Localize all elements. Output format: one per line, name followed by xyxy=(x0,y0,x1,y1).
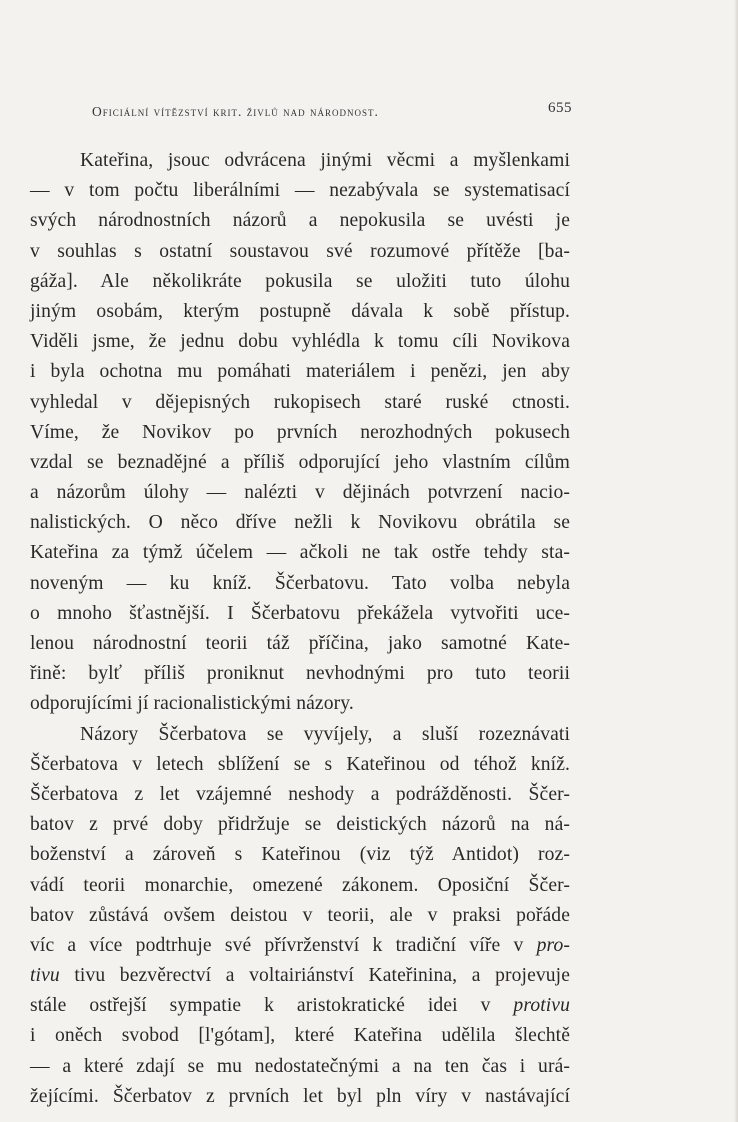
text-line-20: Názory Ščerbatova se vyvíjely, a sluší rozeznávati xyxy=(80,723,570,745)
text-line-22: Ščerbatova z let vzájemné neshody a podrážděnosti. Ščer- xyxy=(30,783,570,805)
running-header xyxy=(92,100,572,126)
text-line-28-main: tivu bezvěrectví a voltairiánství Kateřinina, a projevuje xyxy=(74,965,571,987)
text-line-24: boženství a zároveň s Kateřinou (viz týž Antidot) roz- xyxy=(30,844,570,866)
page-number: 655 xyxy=(548,100,572,116)
text-line-8: i byla ochotna mu pomáhati materiálem i penězi, jen aby xyxy=(30,361,570,383)
text-line-29-main: stále ostřejší sympatie k aristokratické idei v xyxy=(30,995,491,1017)
text-line-1: Kateřina, jsouc odvrácena jinými věcmi a myšlenkami xyxy=(80,150,570,171)
running-header-title: Oficiální vítězství krit. živlů nad národnost. xyxy=(92,104,379,119)
text-line-7: Viděli jsme, že jednu dobu vyhlédla k tomu cíli Novikova xyxy=(30,331,570,353)
text-line-14: Kateřina za týmž účelem — ačkoli ne tak ostře tehdy sta- xyxy=(30,542,570,564)
italic-protivu: protivu xyxy=(513,995,570,1017)
text-line-11: vzdal se beznadějné a příliš odporující jeho vlastním cílům xyxy=(30,451,570,473)
text-line-2: — v tom počtu liberálními — nezabývala se systematisací xyxy=(30,180,570,202)
text-line-4: v souhlas s ostatní soustavou své rozumové přítěže [ba- xyxy=(30,240,570,262)
text-line-18: řině: bylť příliš proniknut nevhodnými pro tuto teorii xyxy=(30,663,570,685)
text-line-28 xyxy=(30,961,570,991)
text-line-27-main: víc a více podtrhuje své přívrženství k tradiční víře v xyxy=(30,934,524,956)
text-line-31: — a které zdají se mu nedostatečnými a na ten čas i urá- xyxy=(30,1055,570,1077)
text-line-3: svých národnostních názorů a nepokusila se uvésti je xyxy=(30,210,570,232)
page-edge-shadow xyxy=(734,0,738,1122)
text-line-25: vádí teorii monarchie, omezené zákonem. Oposiční Ščer- xyxy=(30,874,570,896)
text-line-27 xyxy=(30,931,570,961)
body-text xyxy=(30,146,570,1112)
text-line-13: nalistických. O něco dříve nežli k Novikovu obrátila se xyxy=(30,512,570,534)
text-line-21: Ščerbatova v letech sblížení se s Kateřinou od téhož kníž. xyxy=(30,753,570,775)
text-line-32: žejícími. Ščerbatov z prvních let byl pln víry v nastávající xyxy=(30,1085,570,1107)
italic-tivu: tivu xyxy=(30,965,60,987)
text-line-26: batov zůstává ovšem deistou v teorii, ale v praksi pořáde xyxy=(30,904,570,926)
text-line-23: batov z prvé doby přidržuje se deistických názorů na ná- xyxy=(30,814,570,836)
italic-pro: pro- xyxy=(536,934,570,956)
text-line-17: lenou národnostní teorii táž příčina, jako samotné Kate- xyxy=(30,633,570,654)
text-line-6: jiným osobám, kterým postupně dávala k sobě přístup. xyxy=(30,300,570,322)
text-line-12: a názorům úlohy — nalézti v dějinách potvrzení nacio- xyxy=(30,482,570,504)
text-line-15: noveným — ku kníž. Ščerbatovu. Tato volba nebyla xyxy=(30,572,570,594)
text-line-29 xyxy=(30,991,570,1021)
text-line-9: vyhledal v dějepisných rukopisech staré ruské ctnosti. xyxy=(30,391,570,413)
text-line-19: odporujícími jí racionalistickými názory. xyxy=(30,693,354,715)
text-line-10: Víme, že Novikov po prvních nerozhodných pokusech xyxy=(30,421,570,443)
text-line-30: i oněch svobod [l'gótam], které Kateřina udělila šlechtě xyxy=(30,1025,570,1047)
text-line-16: o mnoho šťastnější. I Ščerbatovu překážela vytvořiti uce- xyxy=(30,602,570,624)
text-line-5: gáža]. Ale několikráte pokusila se uložiti tuto úlohu xyxy=(30,270,570,292)
